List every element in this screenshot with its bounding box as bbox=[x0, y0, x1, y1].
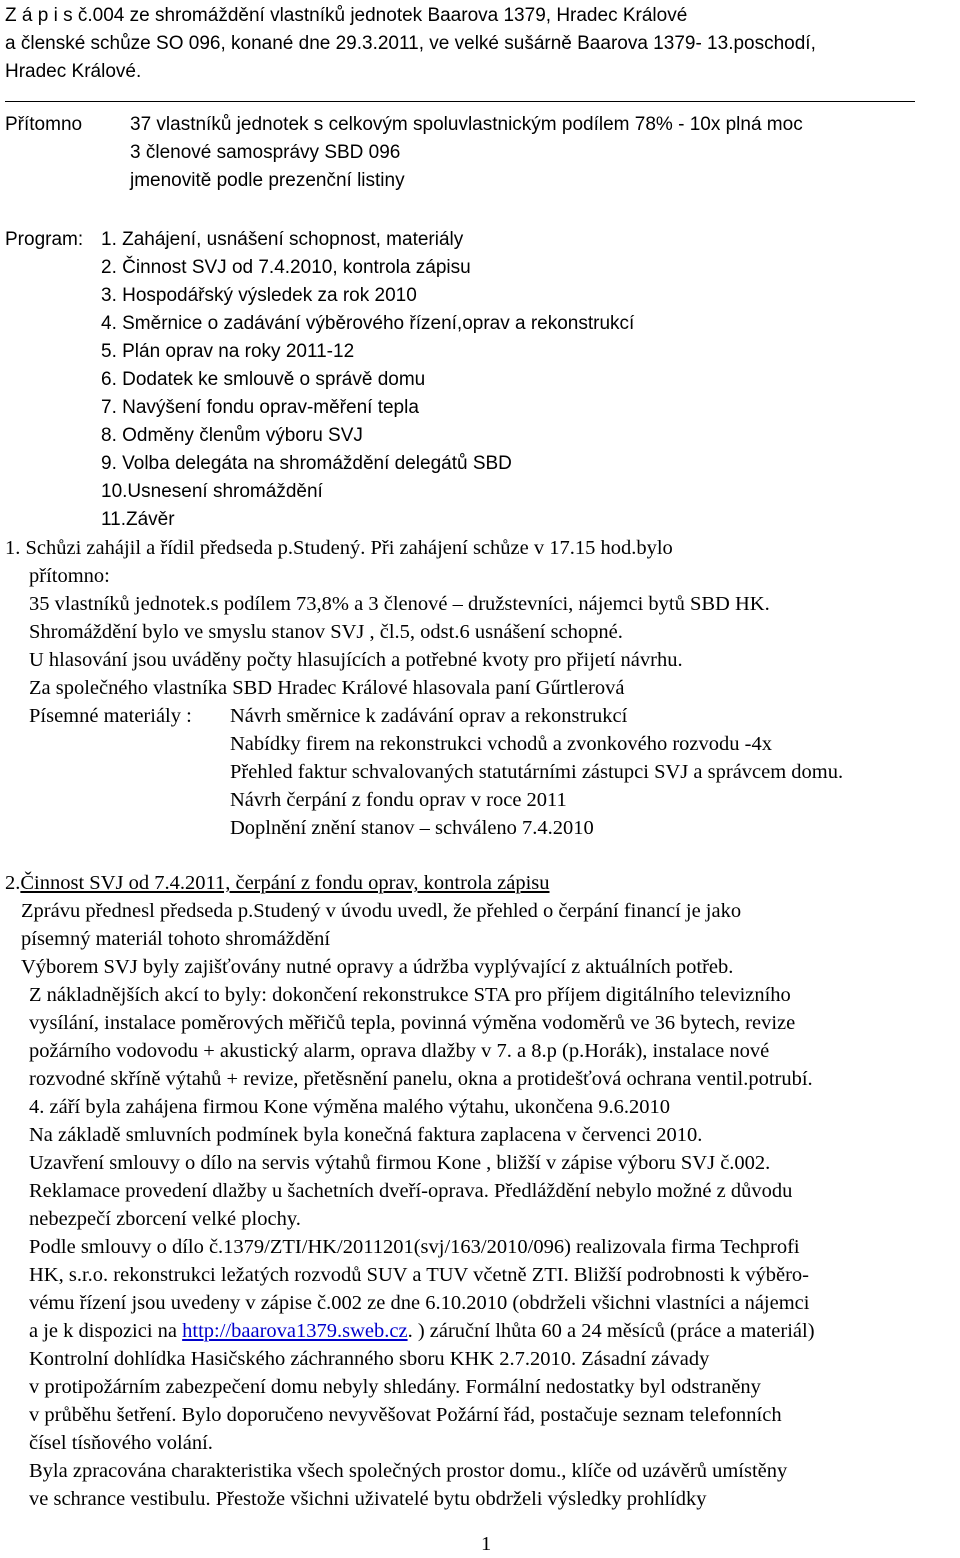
section2-line: vému řízení jsou uvedeny v zápise č.002 ze dne 6.10.2010 (obdrželi všichni vlastníci a nájemci bbox=[29, 1292, 810, 1314]
program-item: 8. Odměny členům výboru SVJ bbox=[101, 425, 363, 446]
program-item: 1. Zahájení, usnášení schopnost, materiály bbox=[101, 229, 464, 250]
program-label: Program: bbox=[5, 229, 84, 250]
program-item: 7. Navýšení fondu oprav-měření tepla bbox=[101, 397, 419, 418]
attendance-label: Přítomno bbox=[5, 114, 83, 135]
section2-line: Zprávu přednesl předseda p.Studený v úvodu uvedl, že přehled o čerpání financí je jako bbox=[21, 900, 742, 922]
link-suffix: . ) záruční lhůta 60 a 24 měsíců (práce a materiál) bbox=[407, 1320, 815, 1342]
section2-line: 4. září byla zahájena firmou Kone výměna malého výtahu, ukončena 9.6.2010 bbox=[29, 1096, 670, 1118]
section1-line: 35 vlastníků jednotek.s podílem 73,8% a 3 členové – družstevníci, nájemci bytů SBD HK. bbox=[29, 593, 770, 615]
section2-line: Kontrolní dohlídka Hasičského záchranného sboru KHK 2.7.2010. Zásadní závady bbox=[29, 1348, 710, 1370]
section2-line: Z nákladnějších akcí to byly: dokončení rekonstrukce STA pro příjem digitálního televizního bbox=[29, 984, 791, 1006]
section2-line: Byla zpracována charakteristika všech společných prostor domu., klíče od uzávěrů umístěny bbox=[29, 1460, 788, 1482]
page-number: 1 bbox=[481, 1533, 492, 1555]
materials-item: Přehled faktur schvalovaných statutárními zástupci SVJ a správcem domu. bbox=[230, 761, 844, 783]
section2-line: vysílání, instalace poměrových měřičů tepla, povinná výměna vodoměrů ve 36 bytech, revize bbox=[29, 1012, 796, 1034]
section2-line: čísel tísňového volání. bbox=[29, 1432, 213, 1454]
attendance-line: 3 členové samosprávy SBD 096 bbox=[130, 142, 401, 163]
attendance-line: jmenovitě podle prezenční listiny bbox=[130, 170, 405, 191]
section2-line: Reklamace provedení dlažby u šachetních dveří-oprava. Předláždění nebylo možné z důvodu bbox=[29, 1180, 793, 1202]
section1-line: U hlasování jsou uváděny počty hlasujících a potřebné kvoty pro přijetí návrhu. bbox=[29, 649, 683, 671]
link-prefix: a je k dispozici na bbox=[29, 1320, 183, 1342]
program-item: 2. Činnost SVJ od 7.4.2010, kontrola zápisu bbox=[101, 257, 471, 278]
section1-line: 1. Schůzi zahájil a řídil předseda p.Studený. Při zahájení schůze v 17.15 hod.bylo bbox=[5, 537, 673, 559]
program-item: 6. Dodatek ke smlouvě o správě domu bbox=[101, 369, 426, 390]
attendance-line: 37 vlastníků jednotek s celkovým spoluvlastnickým podílem 78% - 10x plná moc bbox=[130, 114, 803, 135]
section2-line: požárního vodovodu + akustický alarm, oprava dlažby v 7. a 8.p (p.Horák), instalace nové bbox=[29, 1040, 770, 1062]
program-item: 10.Usnesení shromáždění bbox=[101, 481, 323, 502]
section2-heading-text: Činnost SVJ od 7.4.2011, čerpání z fondu oprav, kontrola zápisu bbox=[20, 872, 550, 894]
program-item: 3. Hospodářský výsledek za rok 2010 bbox=[101, 285, 417, 306]
section2-heading bbox=[5, 869, 550, 897]
section2-line: písemný materiál tohoto shromáždění bbox=[21, 928, 331, 950]
section2-line: Výborem SVJ byly zajišťovány nutné opravy a údržba vyplývající z aktuálních potřeb. bbox=[21, 956, 734, 978]
section1-line: Za společného vlastníka SBD Hradec Králové hlasovala paní Gűrtlerová bbox=[29, 677, 625, 699]
website-link[interactable]: http://baarova1379.sweb.cz bbox=[182, 1320, 408, 1342]
document-title-line-3: Hradec Králové. bbox=[5, 61, 142, 82]
section2-line: HK, s.r.o. rekonstrukci ležatých rozvodů SUV a TUV včetně ZTI. Bližší podrobnosti k výběro- bbox=[29, 1264, 809, 1286]
section1-line: Shromáždění bylo ve smyslu stanov SVJ , čl.5, odst.6 usnášení schopné. bbox=[29, 621, 623, 643]
materials-item: Doplnění znění stanov – schváleno 7.4.2010 bbox=[230, 817, 594, 839]
materials-label: Písemné materiály : bbox=[29, 705, 192, 727]
section2-line: v protipožárním zabezpečení domu nebyly shledány. Formální nedostatky byl odstraněny bbox=[29, 1376, 761, 1398]
program-item: 4. Směrnice o zadávání výběrového řízení,oprav a rekonstrukcí bbox=[101, 313, 635, 334]
section2-line: ve schrance vestibulu. Přestože všichni uživatelé bytu obdrželi výsledky prohlídky bbox=[29, 1488, 707, 1510]
materials-item: Návrh směrnice k zadávání oprav a rekonstrukcí bbox=[230, 705, 628, 727]
document-title-line-1: Z á p i s č.004 ze shromáždění vlastníků jednotek Baarova 1379, Hradec Králové bbox=[5, 5, 688, 26]
section2-line: v průběhu šetření. Bylo doporučeno nevyvěšovat Požární řád, postačuje seznam telefonních bbox=[29, 1404, 782, 1426]
materials-item: Nabídky firem na rekonstrukci vchodů a zvonkového rozvodu -4x bbox=[230, 733, 772, 755]
section2-line: rozvodné skříně výtahů + revize, přetěsnění panelu, okna a protidešťová ochrana ventil.potrubí. bbox=[29, 1068, 813, 1090]
section2-line: Na základě smluvních podmínek byla konečná faktura zaplacena v červenci 2010. bbox=[29, 1124, 703, 1146]
section2-line: nebezpečí zborcení velké plochy. bbox=[29, 1208, 301, 1230]
document-title-line-2: a členské schůze SO 096, konané dne 29.3.2011, ve velké sušárně Baarova 1379- 13.poschodí, bbox=[5, 33, 816, 54]
header-divider bbox=[5, 101, 915, 102]
section2-line: Uzavření smlouvy o dílo na servis výtahů firmou Kone , bližší v zápise výboru SVJ č.002. bbox=[29, 1152, 771, 1174]
materials-item: Návrh čerpání z fondu oprav v roce 2011 bbox=[230, 789, 567, 811]
section1-line: přítomno: bbox=[29, 565, 110, 587]
program-item: 5. Plán oprav na roky 2011-12 bbox=[101, 341, 355, 362]
section2-heading-number: 2. bbox=[5, 872, 21, 894]
section2-link-line bbox=[29, 1317, 815, 1345]
section2-line: Podle smlouvy o dílo č.1379/ZTI/HK/2011201(svj/163/2010/096) realizovala firma Techprofi bbox=[29, 1236, 800, 1258]
program-item: 11.Závěr bbox=[101, 509, 175, 530]
program-item: 9. Volba delegáta na shromáždění delegátů SBD bbox=[101, 453, 512, 474]
